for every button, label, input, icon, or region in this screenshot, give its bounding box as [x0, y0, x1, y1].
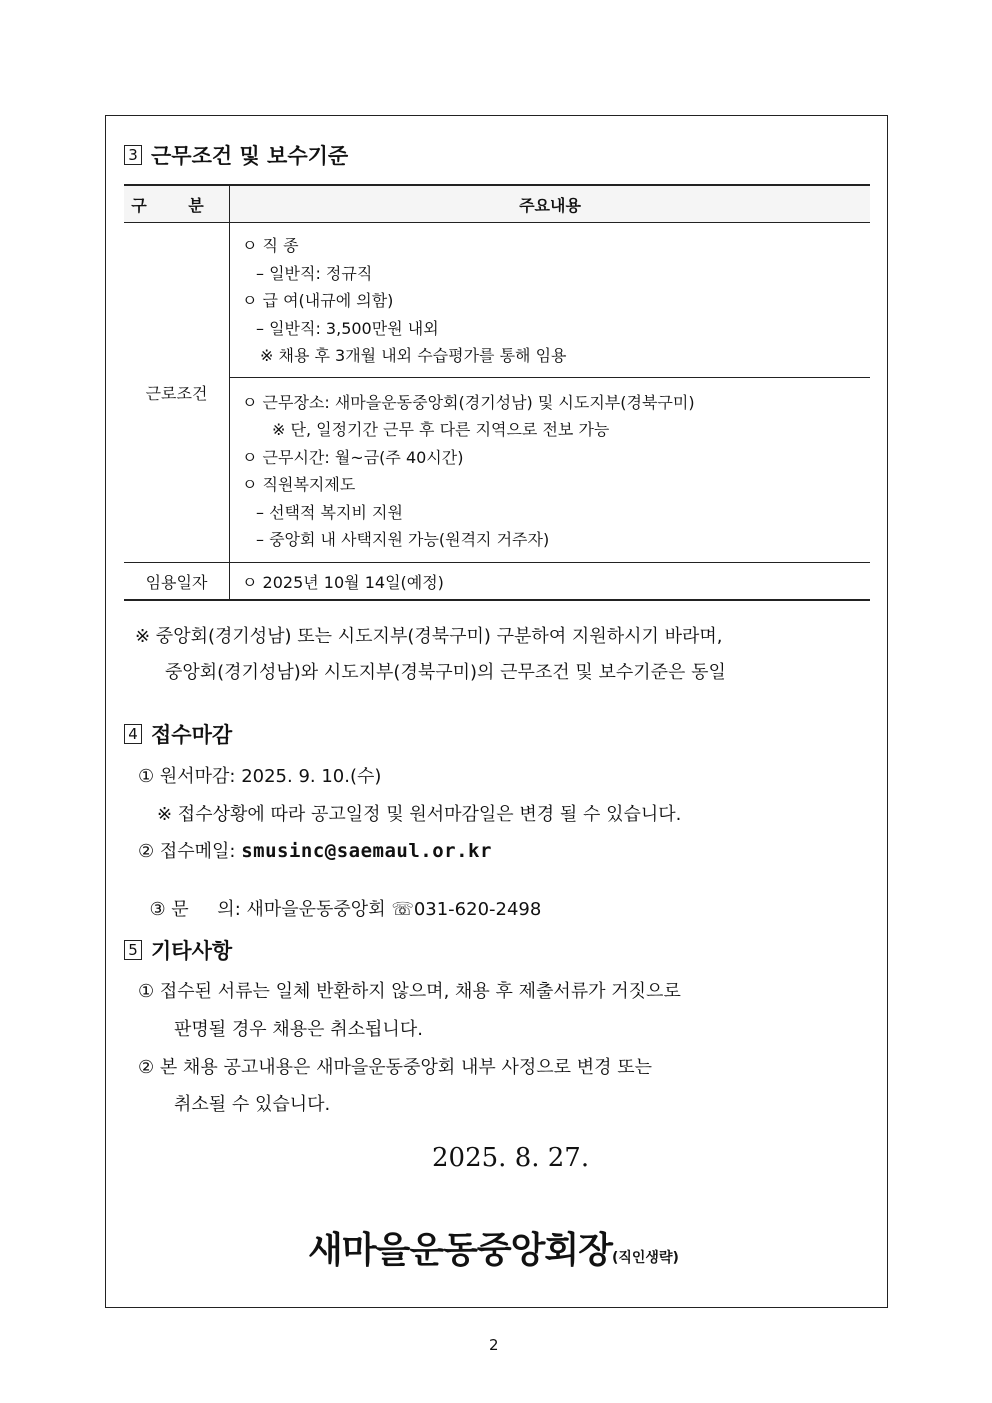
phone-number: 031-620-2498 [413, 899, 542, 920]
table-row [124, 378, 870, 563]
notice-line: ② 본 채용 공고내용은 새마을운동중앙회 내부 사정으로 변경 또는 [138, 1057, 652, 1078]
content-block-1 [230, 223, 871, 378]
section-number-box: 3 [124, 145, 142, 165]
inquiry-line [138, 874, 541, 921]
section-title: 접수마감 [151, 723, 233, 747]
content-line: – 선택적 복지비 지원 [256, 502, 403, 522]
deadline-note: ※ 접수상황에 따라 공고일정 및 원서마감일은 변경 될 수 있습니다. [157, 804, 682, 825]
section-title: 근무조건 및 보수기준 [151, 144, 349, 168]
content-line: ㅇ 직원복지제도 [242, 475, 356, 494]
announcement-date: 2025. 8. 27. [432, 1143, 590, 1173]
table-row [124, 563, 870, 601]
row-label: 임용일자 [124, 563, 230, 601]
table-header-content: 주요내용 [230, 185, 871, 223]
content-line: – 중앙회 내 사택지원 가능(원격지 거주자) [256, 530, 550, 549]
seal-omitted-note: (직인생략) [611, 1250, 679, 1266]
notice-line: 판명될 경우 채용은 취소됩니다. [174, 1019, 423, 1040]
table-row [124, 223, 870, 378]
section-5-heading [124, 935, 232, 965]
notice-line: 취소될 수 있습니다. [174, 1094, 331, 1115]
content-line: ※ 단, 일정기간 근무 후 다른 지역으로 전보 가능 [272, 420, 610, 439]
note-line: 중앙회(경기성남)와 시도지부(경북구미)의 근무조건 및 보수기준은 동일 [165, 662, 726, 683]
note-line: ※ 중앙회(경기성남) 또는 시도지부(경북구미) 구분하여 지원하시기 바라며, [135, 626, 723, 647]
section-number-box: 5 [124, 940, 142, 960]
content-line: ㅇ 근무장소: 새마을운동중앙회(경기성남) 및 시도지부(경북구미) [242, 392, 695, 412]
section-4-heading [124, 719, 232, 749]
content-line: ㅇ 급 여(내규에 의함) [242, 291, 394, 311]
row-value: ㅇ 2025년 10월 14일(예정) [230, 563, 871, 601]
signature-block [308, 1222, 679, 1273]
email-address[interactable]: smusinc@saemaul.or.kr [241, 840, 492, 862]
email-line [138, 837, 492, 863]
work-conditions-table [124, 184, 870, 601]
section-3-heading [124, 140, 348, 170]
section-title: 기타사항 [151, 939, 233, 963]
row-label: 근로조건 [124, 223, 230, 563]
page-number: 2 [489, 1336, 499, 1354]
inquiry-label: ③ 문 의: 새마을운동중앙회 [149, 899, 392, 920]
phone-icon: ☏ [391, 899, 414, 920]
content-line: – 일반직: 정규직 [256, 263, 373, 283]
content-block-2 [230, 378, 871, 563]
notice-line: ① 접수된 서류는 일체 반환하지 않으며, 채용 후 제출서류가 거짓으로 [138, 981, 681, 1002]
content-line: ※ 채용 후 3개월 내외 수습평가를 통해 임용 [260, 346, 567, 366]
email-label: ② 접수메일: [138, 841, 242, 862]
content-line: ㅇ 근무시간: 월~금(주 40시간) [242, 447, 464, 467]
deadline-line: ① 원서마감: 2025. 9. 10.(수) [138, 766, 382, 787]
content-line: – 일반직: 3,500만원 내외 [256, 318, 439, 338]
section-number-box: 4 [124, 724, 142, 744]
table-header-category: 구 분 [124, 185, 230, 223]
signature-name: 새마을운동중앙회장 [308, 1230, 612, 1271]
content-line: ㅇ 직 종 [242, 236, 299, 256]
